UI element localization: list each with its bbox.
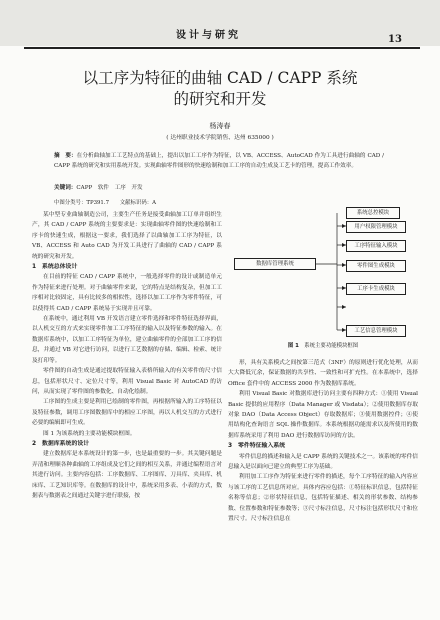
module-feature-input: 工序特征输入模块 [346,240,406,252]
module-user-permissions: 用户权限管理模块 [346,221,406,233]
section-heading: 1 系统总体设计 [32,264,78,271]
keywords-text: CAPP 软件 工序 开发 [76,185,143,191]
header-rule [24,47,420,49]
section-heading: 2 数据库系统的设计 [32,440,90,447]
body-paragraph: 工序图的生成主要是利用已绘制的零件图，再根据所输入的工序特征以及特征参数，调用工序图数据库中的相应工序图，再以人机交互的方式进行必要的编辑即可生成。 [32,399,222,427]
body-paragraph: 零件信息的描述和输入是 CAPP 系统的关键技术之一。该系统的零件信息输入是以面向已建立的典型工序为基础。 [228,453,418,471]
body-column-right [228,358,418,525]
article-subtitle: 的研究和开发 [173,90,267,108]
article-title: 以工序为特征的曲轴 CAD / CAPP 系统 [82,69,358,87]
body-paragraph: 图 1 为该系统的主要功能模块框图。 [43,430,136,437]
module-control: 系统总控模块 [346,207,400,219]
body-paragraph: 利用 Visual Basic 对数据库进行访问主要有四种方式：①使用 Visual Basic 提供的应用程序（Data Manager 或 Visdata）；②使用数据库存取对象 DAO（Data Access Object）存取数据库；③使用数据控件；④使用结构化查询语言 SQL 操作数据库。本系统根据功能需求以及所使用的数据库系统采用了利用 DAO 进行数据库访问的方法。 [228,391,418,439]
abstract-text: 在分析曲轴加工工艺特点的基础上，提出以加工工序作为特征，以 VB、ACCESS、AutoCAD 作为工具进行曲轴的 CAD / CAPP 系统的研究和实用系统开发。实现曲轴零件图形的快速绘制和加工工序的自动生成及工艺卡的管理，提高工作效率。 [54,153,384,169]
section-heading: 3 零件特征输入系统 [228,443,286,450]
body-column-left [32,210,222,501]
classification-line: 中图分类号：TP391.7 文献标识码：A [54,200,157,206]
body-paragraph: 形，具有关系模式之间按第三范式（3NF）的原则进行优化处理，从而大大降低冗余，保证数据的共享性、一致性和可扩充性。在本系统中，选择 Office 套件中的 ACCESS 2000 作为数据库系统。 [228,360,418,387]
module-part-drawing: 零件图生成模块 [346,260,406,272]
author: 杨涛春 [209,122,231,130]
abstract [54,152,384,171]
figure-caption [228,341,418,349]
figure-number: 图 1 [287,343,299,349]
module-process-info: 工艺信息管理模块 [346,325,406,337]
figure-1 [228,200,418,350]
body-paragraph: 在目前的特征 CAD / CAPP 系统中，一般选择零件的设计或制造单元作为特征来进行处理。对于曲轴零件来说，它的特点是结构复杂，但加工工序相对比较固定，具有比较多的相似性，选择以加工工序作为零件特征，可以使得其 CAD / CAPP 系统易于实现并且可靠。 [32,274,222,312]
body-paragraph: 利用加工工序作为特征来进行零件的描述，每个工序特征的输入内容应与该工序的工艺信息所对应。具体内容应包括：①特征标识信息，包括特征名称等信息；②形状特征信息，包括特征描述、相关的形状参数、结构参数、位置参数和特征参数等；③尺寸标注信息，尺寸标注包括形状尺寸和位置尺寸。尺寸标注信息在 [228,474,418,523]
section-label: 设计与研究 [176,30,241,41]
body-paragraph: 在系统中，通过利用 VB 开发语言建立零件选择和零件特征选择界面，以人机交互的方式来实现零件加工工序特征的输入以及特征参数的输入。在数据库系统中，以加工工序特征为单位，建立曲轴零件的全部加工工序的信息，并通过 VB 对它进行访问，以进行工艺数据的存储、编辑、检索、统计及打印等。 [32,316,222,364]
figure-caption-text: 系统主要功能模块框图 [304,343,359,349]
db-node: 数据库管理系统 [234,258,316,270]
page-number: 13 [388,34,402,45]
body-paragraph: 建立数据库是本系统设计的第一步，也是最重要的一步。其关键问题是弄清和理顺各种曲轴的工序组成及它们之间的相互关系，并通过编程语言对其进行访问。主要内容包括：工序数据库、工序图库、刀具库、夹具库、机床库、工艺知识库等。在数据库的设计中，系统采用多表、小表的方式，数据表与数据表之间通过关键字进行联接，按 [32,451,222,499]
body-paragraph: 某中型专业曲轴制造公司，主要生产任务是接受曲轴加工订单并组织生产，其 CAD / CAPP 系统的主要要求是：实现曲轴零件图的快速绘制和工序卡的快速生成，根据这一要求，我们选择了以曲轴加工工序为特征，以 VB、ACCESS 和 Auto CAD 为开发工具进行了曲轴的 CAD / CAPP 系统的研究和开发。 [32,212,222,260]
keywords [54,184,384,194]
body-paragraph: 零件图的自动生成是通过提取特征输入表格所输入的有关零件的尺寸信息，包括形状尺寸、定位尺寸等，利用 Visual Basic 对 AutoCAD 的访问，从而实现了零件图的参数化、自动化绘制。 [32,368,222,395]
keywords-label: 关键词： [54,185,77,191]
abstract-label: 摘 要： [54,153,77,159]
affiliation: ( 达州职业技术学院销售、达州 635000 ) [166,135,274,141]
module-process-card: 工序卡生成模块 [346,283,406,295]
